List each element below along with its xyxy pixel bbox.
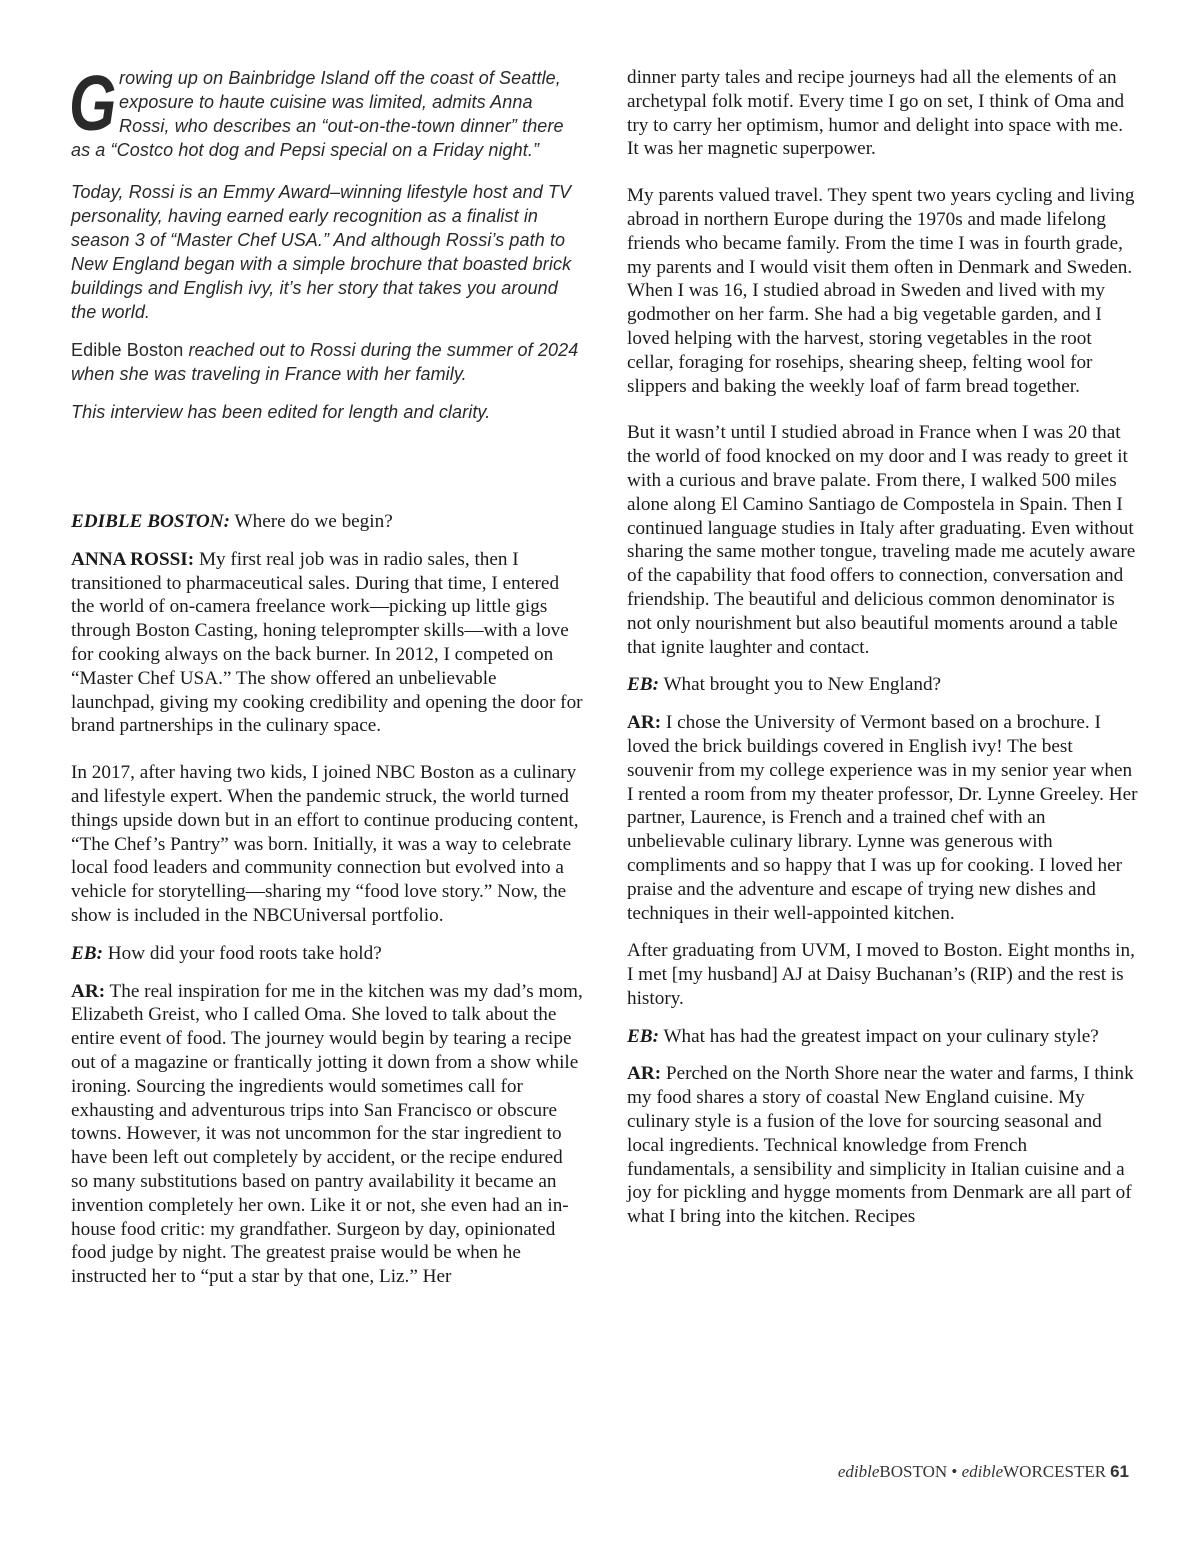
answer-text: My first real job was in radio sales, then I transitioned to pharmaceutical sales. During that time, I entered the world of on-camera freelance work—picking up little gigs through Boston Casting, honing teleprompter skills—with a love for cooking always on the back burner. In 2012, I competed on “Master Chef USA.” The show offered an unbelievable launchpad, giving my cooking credibility and opening the door for brand partnerships in the culinary space. (71, 548, 583, 737)
answer-2-paragraph-2: My parents valued travel. They spent two years cycling and living abroad in northern Europe during the 1970s and made lifelong friends who became family. From the time I was in fourth grade, my parents and I would visit them often in Denmark and Sweden. When I was 16, I studied abroad in Sweden and lived with my godmother on her farm. She had a big vegetable garden, and I loved helping with the harvest, storing vegetables in the root cellar, foraging for rosehips, shearing sheep, felting wool for slippers and baking the weekly loaf of farm bread together. (627, 185, 1135, 397)
answer-2-paragraph-1 (71, 980, 583, 1346)
question-speaker: EDIBLE BOSTON: (71, 511, 231, 532)
intro-paragraph-1 (69, 59, 583, 162)
footer-boston: BOSTON (879, 1462, 948, 1481)
answer-speaker: AR: (627, 712, 662, 734)
question-speaker: EB: (71, 942, 103, 964)
question-speaker: EB: (627, 1025, 659, 1047)
intro-paragraph-2: Today, Rossi is an Emmy Award–winning lifestyle host and TV personality, having earned early recognition as a finalist in season 3 of “Master Chef USA.” And although Rossi’s path to New England began with a simple brochure that boasted brick buildings and English ivy, it’s her story that takes you around the world. (71, 182, 572, 322)
question-2 (71, 942, 583, 966)
answer-3-paragraph-1 (627, 711, 1139, 925)
answer-speaker: AR: (627, 1063, 662, 1085)
publication-name: Edible Boston (71, 340, 184, 360)
question-text: Where do we begin? (230, 511, 393, 532)
question-3 (627, 673, 1139, 697)
right-column (627, 66, 1139, 1243)
page-footer (838, 1462, 1129, 1482)
left-column (69, 59, 583, 1369)
footer-edible-1: edible (837, 1462, 880, 1481)
drop-cap: G (69, 59, 117, 147)
question-text: What has had the greatest impact on your culinary style? (659, 1025, 1099, 1047)
answer-speaker: AR: (71, 980, 106, 1002)
answer-3-paragraph-2: After graduating from UVM, I moved to Boston. Eight months in, I met [my husband] AJ at Daisy Buchanan’s (RIP) and the rest is history. (627, 940, 1135, 1009)
answer-4-paragraph-1 (627, 1062, 1139, 1229)
answer-text: I chose the University of Vermont based on a brochure. I loved the brick buildings covered in English ivy! The best souvenir from my college experience was in my senior year when I rented a room from my theater professor, Dr. Lynne Greeley. Her partner, Laurence, is French and a trained chef with an unbelievable culinary library. Lynne was generous with compliments and so happy that I was up for cooking. I loved her praise and the adventure and escape of trying new dishes and techniques in their well-appointed kitchen. (627, 712, 1138, 924)
spacer (71, 438, 583, 510)
intro-text-3: reached out to Rossi during the summer of 2024 when she was traveling in France with her family. (71, 340, 579, 384)
answer-text-part-1: The real inspiration for me in the kitchen was my dad’s mom, Elizabeth Greist, who I called Oma. She loved to talk about the entire event of food. The journey would begin by tearing a recipe out of a magazine or frantically jotting it down from a show while ironing. Sourcing the ingredients would sometimes call for exhausting and adventurous trips into San Francisco or obscure towns. However, it was not uncommon for the star ingredient to have been left out completely by accident, or the recipe endured so many substitutions based on pantry availability it became an invention completely her own. Like it or not, she even had an in-house food critic: my grandfather. Surgeon by day, opinionated food judge by night. The greatest praise would be when he instructed her to “put a star by that one, Liz.” Her (71, 980, 583, 1288)
answer-2-paragraph-3: But it wasn’t until I studied abroad in France when I was 20 that the world of food knocked on my door and I was ready to greet it with a curious and brave palate. From there, I walked 500 miles alone along El Camino Santiago de Compostela in Spain. Then I continued language studies in Italy after graduating. Even without sharing the same mother tongue, traveling made me acutely aware of the capability that food offers to connection, conversation and friendship. The beautiful and delicious common denominator is not only nourishment but also beautiful moments around a table that ignite laughter and contact. (627, 422, 1136, 658)
intro-paragraph-3 (71, 338, 583, 386)
intro-paragraph-4: This interview has been edited for length and clarity. (71, 402, 491, 422)
answer-1-paragraph-2: In 2017, after having two kids, I joined NBC Boston as a culinary and lifestyle expert. When the pandemic struck, the world turned things upside down but in an effort to continue producing content, “The Chef’s Pantry” was born. Initially, it was a way to celebrate local food leaders and community connection but evolved into a vehicle for storytelling—sharing my “food love story.” Now, the show is included in the NBCUniversal portfolio. (71, 762, 579, 926)
question-text: How did your food roots take hold? (103, 942, 382, 964)
footer-bullet: • (947, 1462, 962, 1481)
question-speaker: EB: (627, 674, 659, 696)
footer-edible-2: edible (961, 1462, 1004, 1481)
answer-text: Perched on the North Shore near the water and farms, I think my food shares a story of coastal New England cuisine. My culinary style is a fusion of the love for sourcing seasonal and local ingredients. Technical knowledge from French fundamentals, a sensibility and simplicity in Italian cuisine and a joy for pickling and hygge moments from Denmark are all part of what I bring into the kitchen. Recipes (627, 1063, 1134, 1228)
question-1 (71, 510, 583, 534)
footer-worcester: WORCESTER (1003, 1462, 1107, 1481)
answer-2-paragraph-1-continued: dinner party tales and recipe journeys had all the elements of an archetypal folk motif. Every time I go on set, I think of Oma and try to carry her optimism, humor and delight into space with me. It was her magnetic superpower. (627, 67, 1125, 160)
page-number: 61 (1110, 1462, 1129, 1481)
question-text: What brought you to New England? (659, 674, 942, 696)
question-4 (627, 1025, 1139, 1049)
answer-speaker: ANNA ROSSI: (71, 548, 195, 570)
intro-text-1: rowing up on Bainbridge Island off the coast of Seattle, exposure to haute cuisine was limited, admits Anna Rossi, who describes an “out-on-the-town dinner” there as a “Costco hot dog and Pepsi special on a Friday night.” (71, 68, 564, 160)
answer-1-paragraph-1 (71, 548, 583, 738)
